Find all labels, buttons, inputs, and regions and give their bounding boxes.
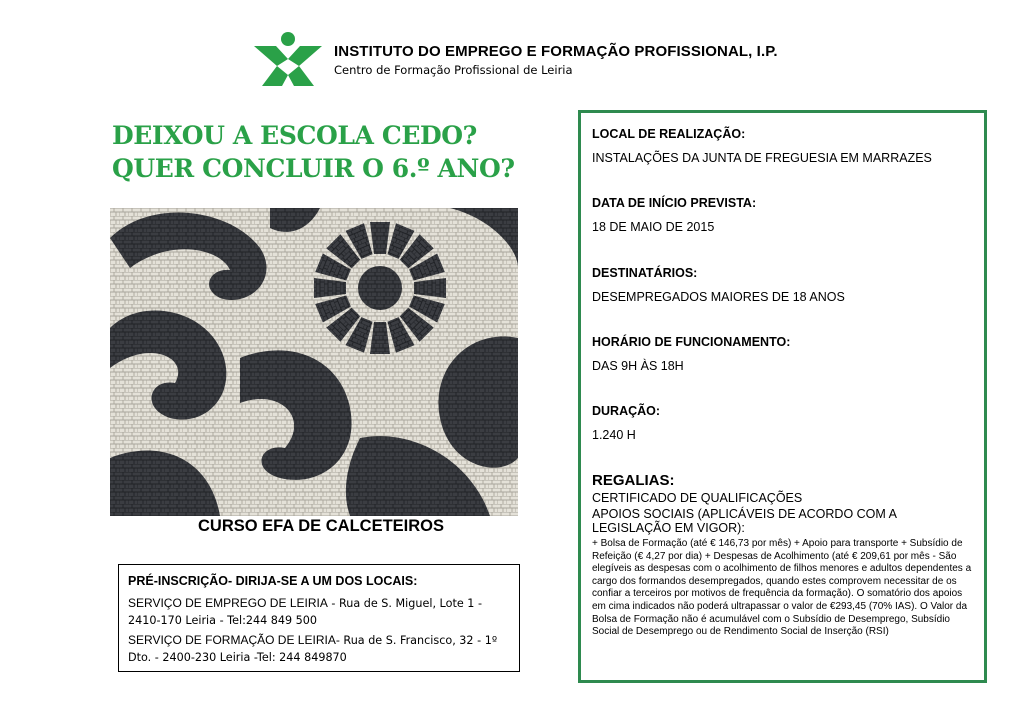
headline-line-1: DEIXOU A ESCOLA CEDO?	[112, 121, 477, 150]
pre-registration-box	[118, 564, 520, 672]
start-date-label: DATA DE INÍCIO PREVISTA:	[592, 196, 757, 210]
benefits-label: REGALIAS:	[592, 472, 675, 489]
duration-label: DURAÇÃO:	[592, 404, 661, 418]
target-audience-value: DESEMPREGADOS MAIORES DE 18 ANOS	[592, 290, 845, 304]
start-date-value: 18 DE MAIO DE 2015	[592, 220, 715, 234]
location-address: - Rua de S. Francisco, 32 - 1º Dto. - 2400-230 Leiria -Tel: 244 849870	[128, 634, 498, 664]
schedule-value: DAS 9H ÀS 18H	[592, 359, 684, 373]
headline-line-2: QUER CONCLUIR O 6.º ANO?	[112, 154, 515, 183]
duration-value: 1.240 H	[592, 428, 636, 442]
benefits-line: CERTIFICADO DE QUALIFICAÇÕES	[592, 491, 803, 505]
location-employment-service	[128, 595, 511, 629]
target-audience-label: DESTINATÁRIOS:	[592, 266, 698, 280]
schedule-label: HORÁRIO DE FUNCIONAMENTO:	[592, 335, 791, 349]
benefits-line: LEGISLAÇÃO EM VIGOR):	[592, 521, 745, 535]
local-label: LOCAL DE REALIZAÇÃO:	[592, 127, 746, 141]
center-name: Centro de Formação Profissional de Leiria	[334, 63, 573, 77]
location-name: SERVIÇO DE EMPREGO DE LEIRIA	[128, 596, 328, 610]
location-name: SERVIÇO DE FORMAÇÃO DE LEIRIA	[128, 633, 336, 647]
course-info-box	[578, 110, 987, 683]
course-title: CURSO EFA DE CALCETEIROS	[198, 517, 444, 535]
benefits-detail: + Bolsa de Formação (até € 146,73 por mês) + Apoio para transporte + Subsídio de Refeição (€ 4,27 por dia) + Despesas de Acolhimento (até € 209,61 por mês - São elegíveis as despesas com o acolhimento de filhos menores e adultos dependentes a cargo dos formandos desempregados, quando estes comprovem necessitar de os confiar a terceiros por motivos de frequência da formação). O somatório dos apoios em cima indicados não poderá ultrapassar o valor de €293,45 (70% IAS). O Valor da Bolsa de Formação não é acumulável com o Subsídio de Desemprego, Subsídio Social de Desemprego ou de Rendimento Social de Inserção (RSI)	[592, 538, 972, 638]
cobblestone-photo	[110, 208, 518, 516]
iefp-logo	[252, 30, 324, 88]
benefits-line: APOIOS SOCIAIS (APLICÁVEIS DE ACORDO COM A	[592, 507, 897, 521]
location-training-service	[128, 632, 511, 666]
institute-name: INSTITUTO DO EMPREGO E FORMAÇÃO PROFISSIONAL, I.P.	[334, 43, 778, 60]
local-value: INSTALAÇÕES DA JUNTA DE FREGUESIA EM MARRAZES	[592, 151, 932, 165]
location-address: - Rua de S. Miguel, Lote 1 - 2410-170 Leiria - Tel:244 849 500	[128, 597, 482, 627]
pre-registration-title: PRÉ-INSCRIÇÃO- DIRIJA-SE A UM DOS LOCAIS:	[128, 574, 418, 588]
